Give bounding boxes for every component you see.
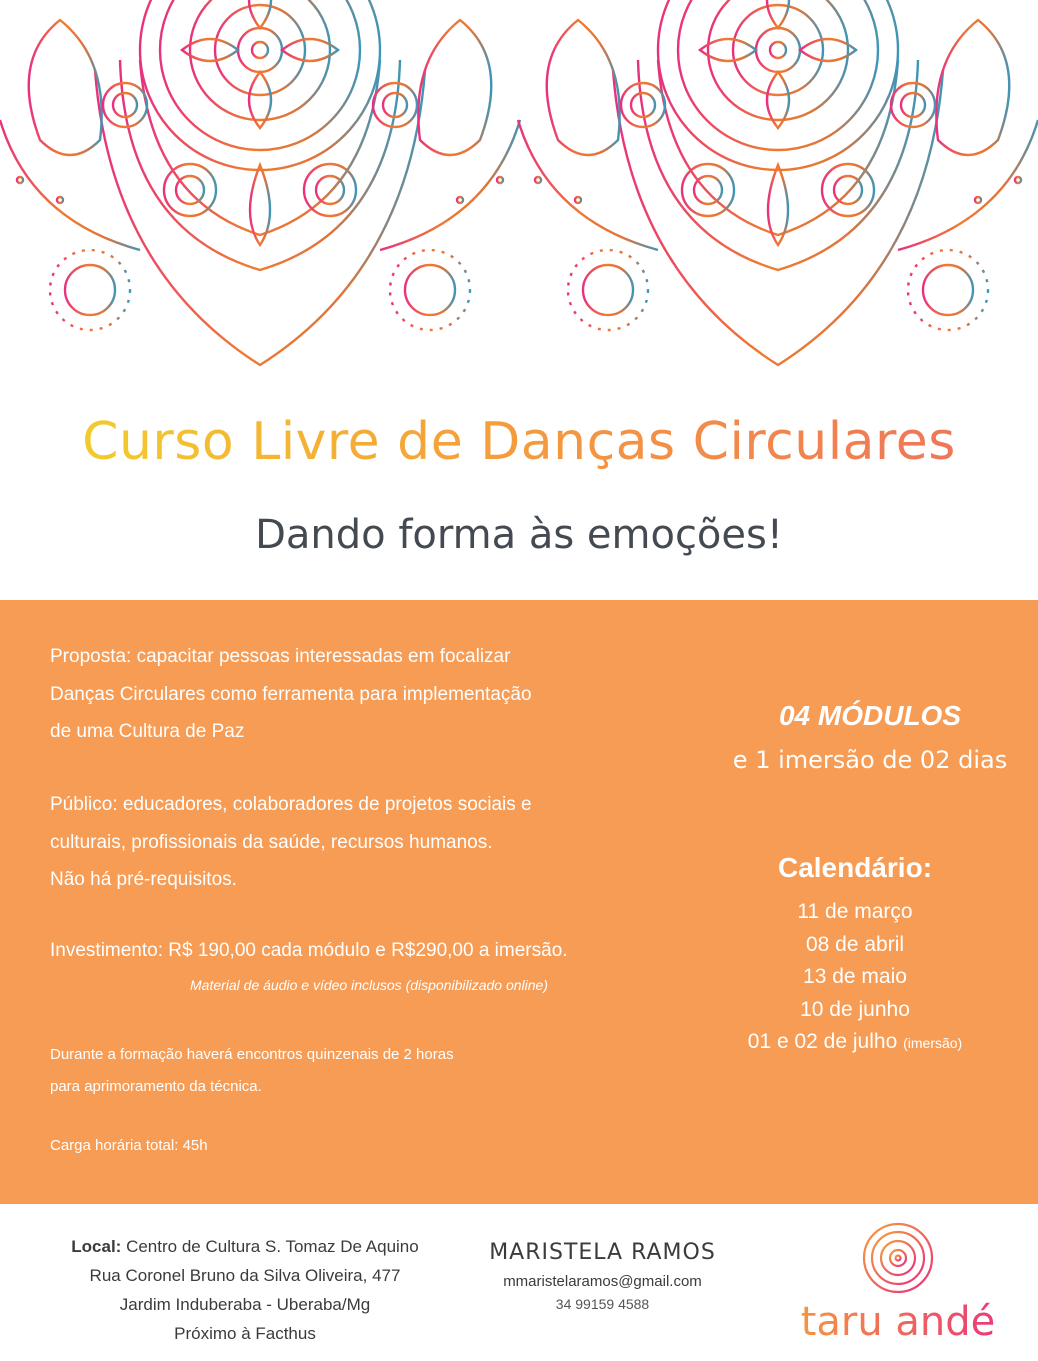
- page-subtitle: Dando forma às emoções!: [255, 512, 783, 558]
- contact-email[interactable]: mmaristelaramos@gmail.com: [503, 1273, 702, 1290]
- mandala-banner: [0, 0, 1038, 380]
- calendar-date: 10 de junho: [800, 997, 910, 1021]
- encontros-block: [50, 1039, 454, 1103]
- local-line: Rua Coronel Bruno da Silva Oliveira, 477: [89, 1266, 401, 1285]
- modules-title: 04 MÓDULOS: [778, 700, 962, 731]
- local-label: Local:: [71, 1237, 122, 1256]
- calendar-date: 13 de maio: [803, 965, 907, 988]
- taru-ande-logo-icon: [858, 1218, 938, 1298]
- location-block: [40, 1232, 450, 1348]
- publico-line: Não há pré-requisitos.: [50, 869, 237, 890]
- material-note: Material de áudio e vídeo inclusos (disponibilizado online): [190, 977, 548, 993]
- publico-block: [50, 786, 532, 899]
- calendar-date-last: [705, 1026, 1005, 1060]
- contact-phone: 34 99159 4588: [555, 1296, 650, 1312]
- taru-ande-logo: [778, 1218, 1018, 1348]
- modules-subtitle: e 1 imersão de 02 dias: [732, 746, 1008, 774]
- proposta-line: Proposta: capacitar pessoas interessadas em focalizar: [50, 646, 511, 667]
- carga-horaria: Carga horária total: 45h: [50, 1137, 208, 1154]
- details-panel: [0, 600, 1038, 1204]
- calendar-title: Calendário:: [777, 852, 933, 883]
- calendar-date: 01 e 02 de julho: [747, 1030, 898, 1053]
- immersion-note: (imersão): [903, 1035, 963, 1051]
- encontros-line: Durante a formação haverá encontros quinzenais de 2 horas: [50, 1046, 454, 1063]
- calendar-list: [705, 896, 1005, 1060]
- page-title: Curso Livre de Danças Circulares: [0, 412, 1038, 472]
- calendar-date: 08 de abril: [805, 932, 905, 956]
- logo-text: taru andé: [778, 1299, 1018, 1345]
- proposta-block: [50, 638, 532, 751]
- proposta-line: Danças Circulares como ferramenta para implementação: [50, 683, 532, 705]
- encontros-line: para aprimoramento da técnica.: [50, 1078, 262, 1095]
- mandala-icon: [0, 0, 1038, 380]
- contact-block: [470, 1240, 735, 1312]
- local-line: Centro de Cultura S. Tomaz De Aquino: [126, 1237, 419, 1256]
- calendar-date: 11 de março: [797, 900, 913, 923]
- proposta-line: de uma Cultura de Paz: [50, 721, 245, 742]
- local-line: Jardim Induberaba - Uberaba/Mg: [119, 1295, 371, 1314]
- publico-line: Público: educadores, colaboradores de projetos sociais e: [50, 794, 532, 815]
- contact-name: MARISTELA RAMOS: [489, 1240, 716, 1265]
- local-line: Próximo à Facthus: [174, 1324, 316, 1343]
- publico-line: culturais, profissionais da saúde, recursos humanos.: [50, 831, 493, 853]
- investimento-text: Investimento: R$ 190,00 cada módulo e R$290,00 a imersão.: [50, 940, 568, 961]
